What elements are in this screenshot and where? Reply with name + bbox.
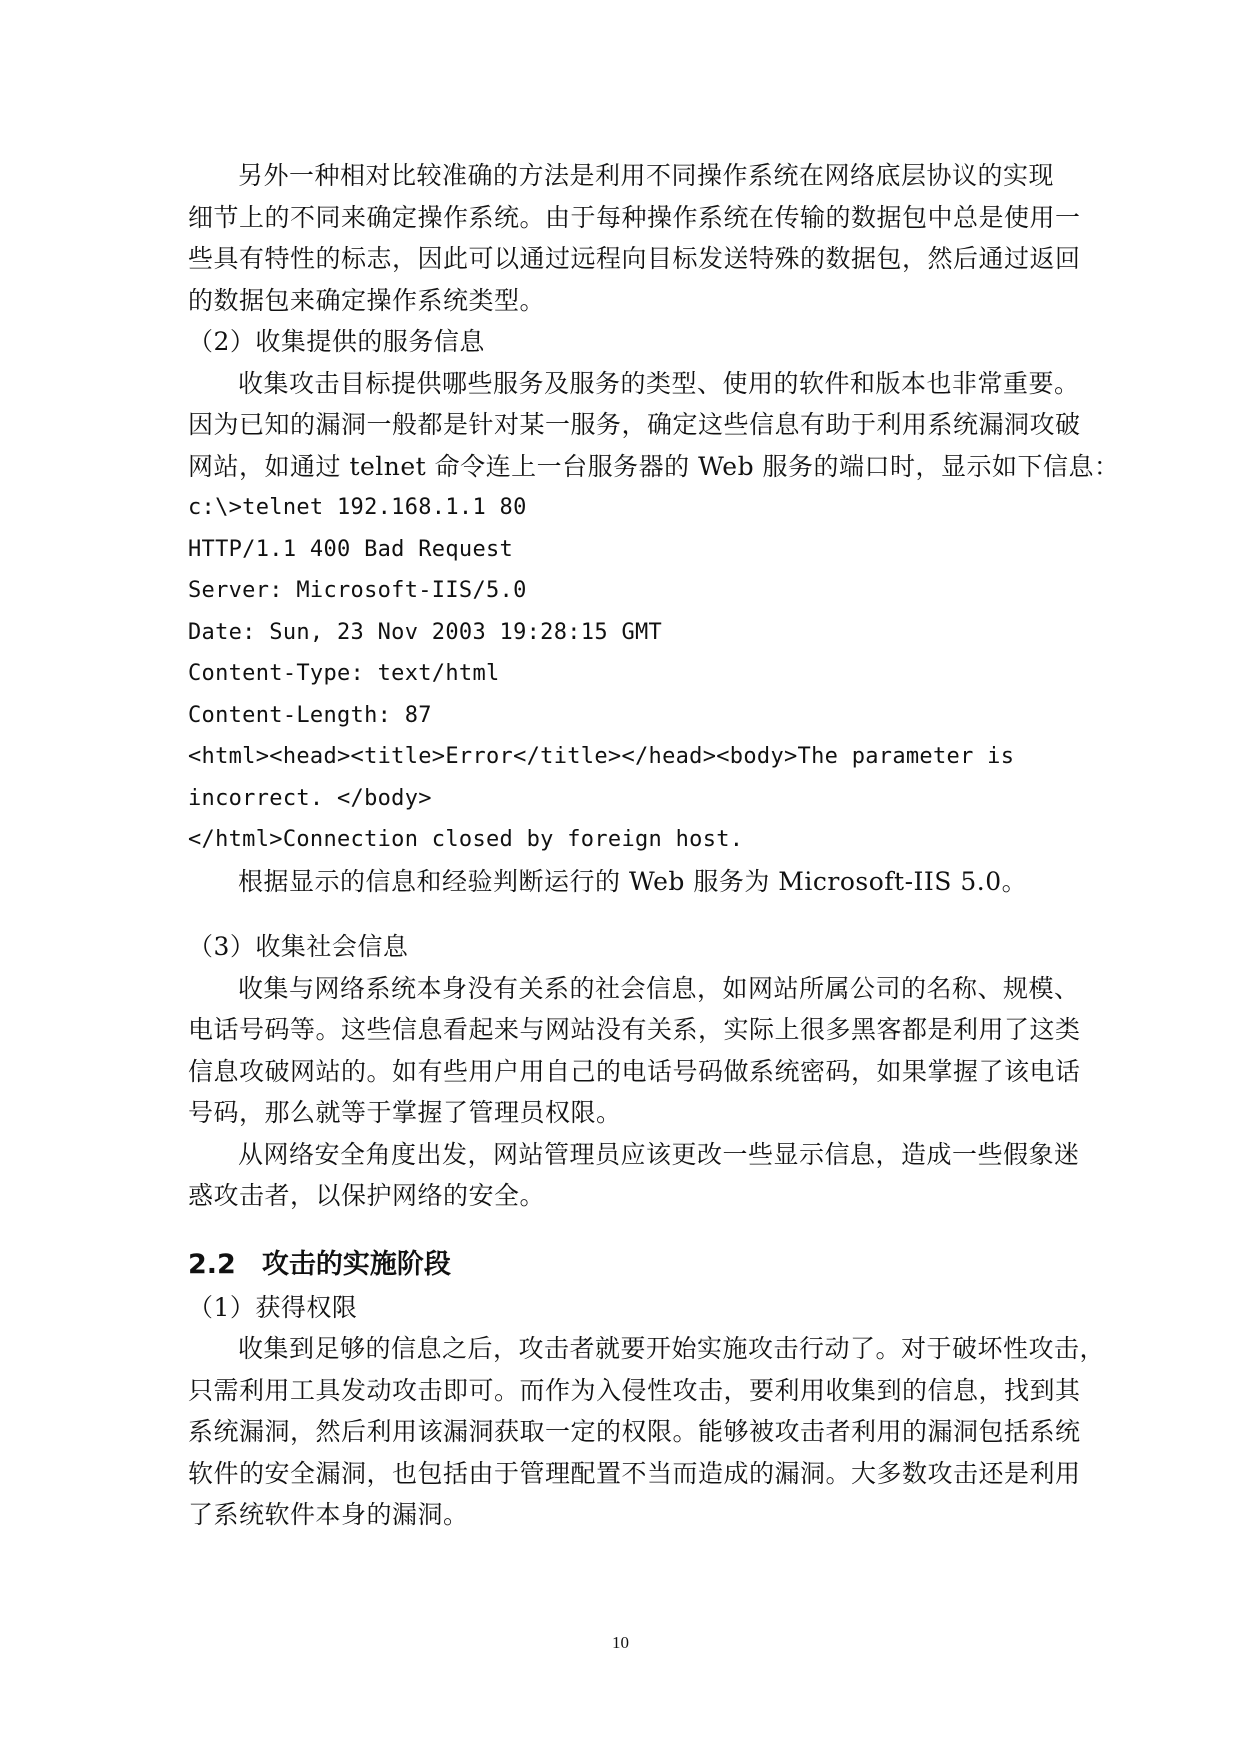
subsection-title: （3）收集社会信息 <box>188 932 409 961</box>
paragraph-line: 些具有特性的标志，因此可以通过远程向目标发送特殊的数据包，然后通过返回 <box>188 244 1081 273</box>
spacer <box>188 902 1058 926</box>
paragraph-line: 的数据包来确定操作系统类型。 <box>188 285 546 315</box>
code-line: Date: Sun, 23 Nov 2003 19:28:15 GMT <box>188 619 663 645</box>
code-line: Server: Microsoft-IIS/5.0 <box>188 578 527 603</box>
subsection-title: （1）获得权限 <box>188 1292 358 1322</box>
paragraph-line: 信息攻破网站的。如有些用户用自己的电话号码做系统密码，如果掌握了该电话 <box>188 1056 1081 1086</box>
section-title: 攻击的实施阶段 <box>261 1248 451 1280</box>
code-line: incorrect. </body> <box>188 785 432 811</box>
paragraph-line: 细节上的不同来确定操作系统。由于每种操作系统在传输的数据包中总是使用一 <box>188 202 1081 232</box>
code-line: Content-Length: 87 <box>188 702 432 728</box>
paragraph-line: 只需利用工具发动攻击即可。而作为入侵性攻击，要利用收集到的信息，找到其 <box>188 1375 1081 1405</box>
paragraph-line: 根据显示的信息和经验判断运行的 Web 服务为 Microsoft-IIS 5.0。 <box>238 866 1028 896</box>
paragraph-line: 号码，那么就等于掌握了管理员权限。 <box>188 1098 622 1127</box>
section-heading <box>188 1243 1058 1287</box>
code-line: c:\>telnet 192.168.1.1 80 <box>188 495 527 520</box>
document-body <box>188 155 1120 1536</box>
paragraph-line: 收集与网络系统本身没有关系的社会信息，如网站所属公司的名称、规模、 <box>238 973 1080 1003</box>
paragraph-line: 软件的安全漏洞，也包括由于管理配置不当而造成的漏洞。大多数攻击还是利用 <box>188 1458 1081 1488</box>
paragraph-line: 因为已知的漏洞一般都是针对某一服务，确定这些信息有助于利用系统漏洞攻破 <box>188 410 1081 439</box>
code-line: HTTP/1.1 400 Bad Request <box>188 536 514 562</box>
paragraph-line: 电话号码等。这些信息看起来与网站没有关系，实际上很多黑客都是利用了这类 <box>188 1015 1081 1044</box>
paragraph-line: 另外一种相对比较准确的方法是利用不同操作系统在网络底层协议的实现 <box>238 161 1055 190</box>
paragraph-line: 从网络安全角度出发，网站管理员应该更改一些显示信息，造成一些假象迷 <box>238 1139 1080 1169</box>
section-number: 2.2 <box>188 1248 236 1280</box>
paragraph-line: 系统漏洞，然后利用该漏洞获取一定的权限。能够被攻击者利用的漏洞包括系统 <box>188 1417 1081 1446</box>
code-line: <html><head><title>Error</title></head><body>The parameter is <box>188 744 1015 769</box>
page-number: 10 <box>612 1633 629 1652</box>
paragraph-line: 收集到足够的信息之后，攻击者就要开始实施攻击行动了。对于破坏性攻击， <box>238 1334 1106 1363</box>
paragraph-line: 收集攻击目标提供哪些服务及服务的类型、使用的软件和版本也非常重要。 <box>238 368 1080 398</box>
paragraph-line: 了系统软件本身的漏洞。 <box>188 1500 469 1529</box>
subsection-title: （2）收集提供的服务信息 <box>188 327 485 356</box>
paragraph-line: 网站，如通过 telnet 命令连上一台服务器的 Web 服务的端口时，显示如下信息： <box>188 451 1120 481</box>
code-line: Content-Type: text/html <box>188 661 500 686</box>
code-line: </html>Connection closed by foreign host. <box>188 827 744 852</box>
paragraph-line: 惑攻击者，以保护网络的安全。 <box>188 1181 546 1210</box>
